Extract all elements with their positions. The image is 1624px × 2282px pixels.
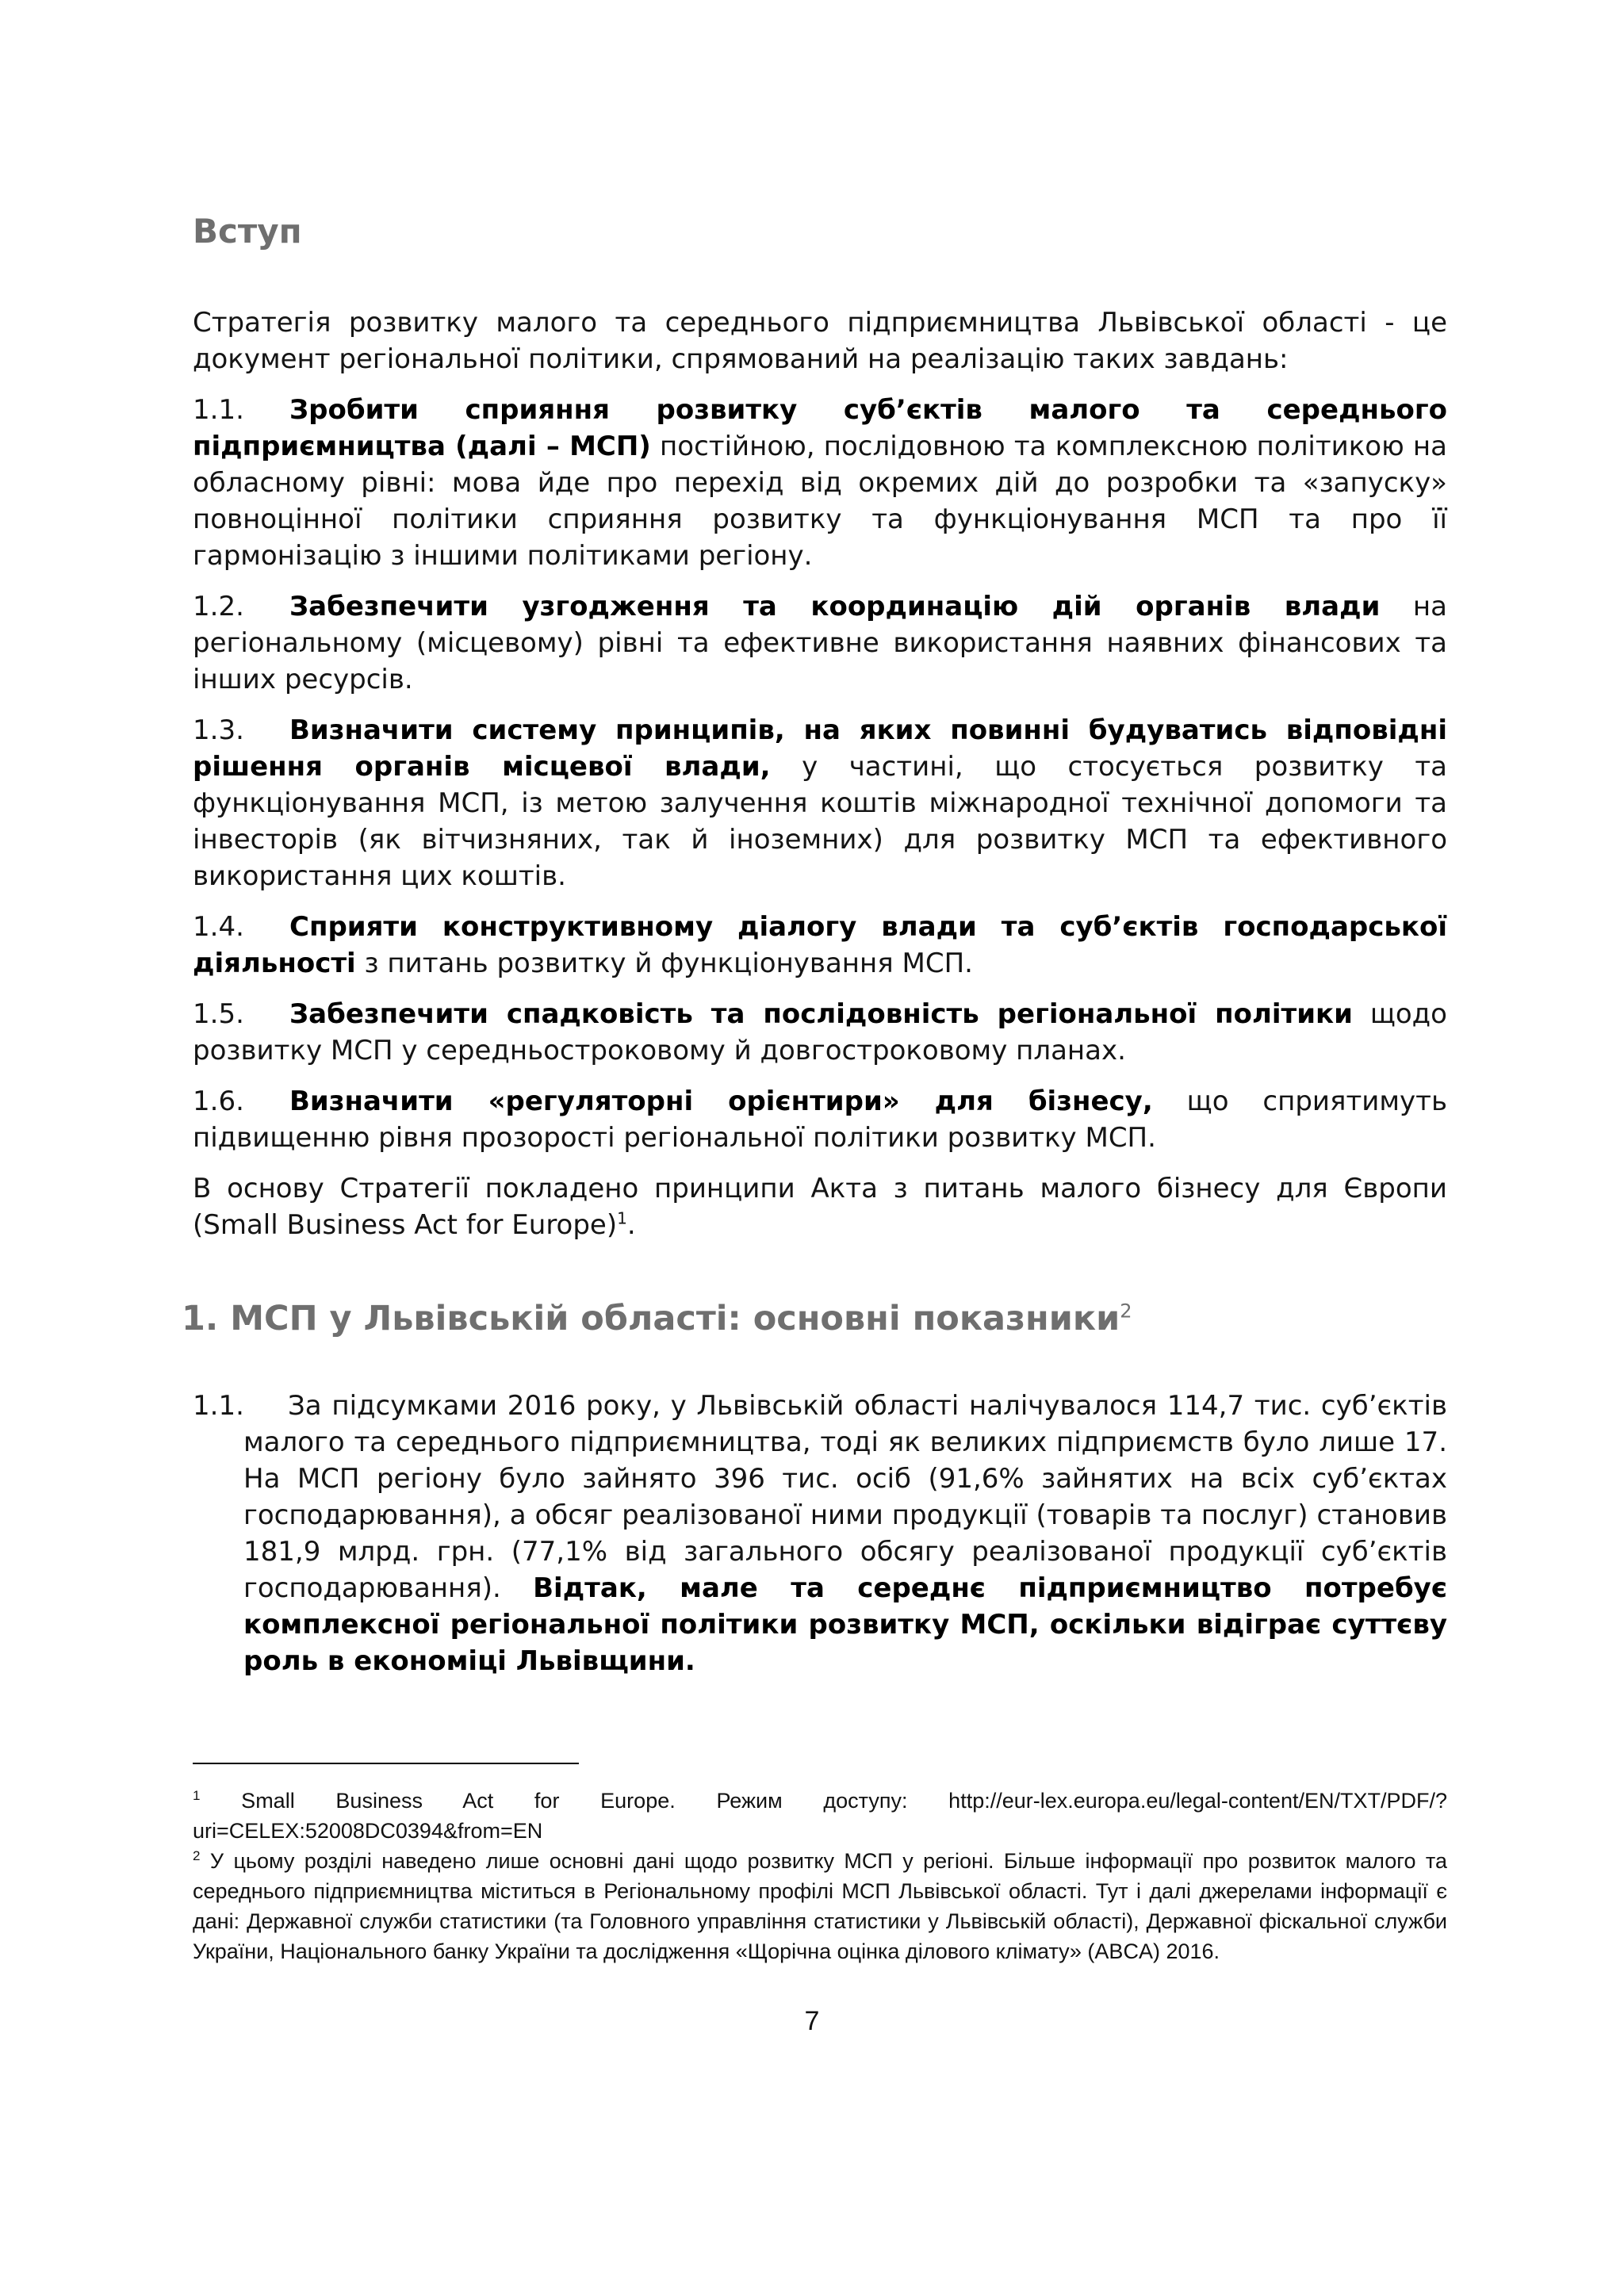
footnote-1-text: Small Business Act for Europe. Режим доступу: http://eur-lex.europa.eu/legal-content/EN/TXT/PDF/?uri=CELEX:52008DC0394&from=EN (193, 1789, 1447, 1843)
item-bold-text: Зробити сприяння розвитку суб’єктів малого та середнього підприємництва (далі – МСП) (193, 394, 1447, 462)
intro-item-1-2 (193, 588, 1447, 698)
item-bold-conclusion: Відтак, мале та середнє підприємництво потребує комплексної регіональної політики розвитку МСП, оскільки відіграє суттєву роль в економіці Львівщини. (243, 1572, 1447, 1677)
item-number: 1.5. (193, 998, 244, 1030)
item-bold-text: Забезпечити узгодження та координацію дій органів влади (289, 591, 1381, 622)
footnote-2-marker: 2 (193, 1848, 201, 1863)
footnote-2 (193, 1846, 1447, 1966)
closing-period: . (626, 1209, 636, 1241)
intro-lead-paragraph: Стратегія розвитку малого та середнього підприємництва Львівської області - це документ регіональної політики, спрямований на реалізацію таких завдань: (193, 307, 1447, 375)
footnote-ref-1[interactable]: 1 (617, 1208, 627, 1228)
intro-item-1-4 (193, 909, 1447, 982)
item-text: що сприятимуть підвищенню рівня прозорості регіональної політики розвитку МСП. (193, 1085, 1447, 1154)
closing-text: В основу Стратегії покладено принципи Акта з питань малого бізнесу для Європи (Small Business Act for Europe) (193, 1173, 1447, 1241)
intro-item-1-5 (193, 996, 1447, 1069)
intro-item-1-1 (193, 392, 1447, 574)
footnote-2-text: У цьому розділі наведено лише основні дані щодо розвитку МСП у регіоні. Більше інформації про розвиток малого та середнього підприємництва міститься в Регіональному профілі МСП Львівської області. Тут і далі джерелами інформації є дані: Державної служби статистики (та Головного управління статистики у Львівській області), Державної фіскальної служби України, Національного банку України та дослідження «Щорічна оцінка ділового клімату» (ABCA) 2016. (193, 1849, 1447, 1963)
item-number: 1.1. (193, 1390, 244, 1422)
item-text: у частині, що стосується розвитку та функціонування МСП, із метою залучення коштів міжнародної технічної допомоги та інвесторів (як вітчизняних, так й іноземних) для розвитку МСП та ефективного використання цих коштів. (193, 751, 1447, 892)
item-text: на регіональному (місцевому) рівні та ефективне використання наявних фінансових та інших ресурсів. (193, 591, 1447, 695)
item-number: 1.6. (193, 1085, 244, 1117)
item-text: За підсумками 2016 року, у Львівській області налічувалося 114,7 тис. суб’єктів малого та середнього підприємництва, тоді як великих підприємств було лише 17. На МСП регіону було зайнято 396 тис. осіб (91,6% зайнятих на всіх суб’єктах господарювання), а обсяг реалізованої ними продукції (товарів та послуг) становив 181,9 млрд. грн. (77,1% від загального обсягу реалізованої продукції суб’єктів господарювання). (243, 1390, 1447, 1604)
intro-item-1-6 (193, 1083, 1447, 1156)
item-number: 1.1. (193, 394, 244, 426)
item-text: з питань розвитку й функціонування МСП. (355, 948, 973, 979)
main-content (182, 208, 1447, 1679)
page-number: 7 (804, 2006, 820, 2036)
section-1-heading (182, 1296, 1447, 1342)
item-bold-text: Визначити «регуляторні орієнтири» для бізнесу, (289, 1085, 1153, 1117)
section-1-item-1-1 (193, 1388, 1447, 1679)
item-bold-text: Визначити систему принципів, на яких повинні будуватись відповідні рішення органів місцевої влади, (193, 714, 1447, 783)
footnote-ref-2[interactable]: 2 (1120, 1300, 1132, 1323)
footnote-1-marker: 1 (193, 1788, 201, 1803)
intro-heading: Вступ (193, 212, 302, 251)
section-1-title-text: 1. МСП у Львівській області: основні показники (182, 1299, 1120, 1338)
item-text: постійною, послідовною та комплексною політикою на обласному рівні: мова йде про перехід від окремих дій до розробки та «запуску» повноцінної політики сприяння розвитку та функціонування МСП та про її гармонізацію з іншими політиками регіону. (193, 431, 1447, 572)
intro-closing-paragraph (193, 1170, 1447, 1243)
intro-item-1-3 (193, 712, 1447, 894)
footnotes (193, 1786, 1447, 1966)
item-bold-text: Сприяти конструктивному діалогу влади та суб’єктів господарської діяльності (193, 911, 1447, 979)
footnote-separator (193, 1763, 579, 1764)
item-number: 1.2. (193, 591, 244, 622)
footnote-1 (193, 1786, 1447, 1846)
item-number: 1.4. (193, 911, 244, 943)
item-text: щодо розвитку МСП у середньостроковому й довгостроковому планах. (193, 998, 1447, 1066)
item-number: 1.3. (193, 714, 244, 746)
item-bold-text: Забезпечити спадковість та послідовність регіональної політики (289, 998, 1353, 1030)
